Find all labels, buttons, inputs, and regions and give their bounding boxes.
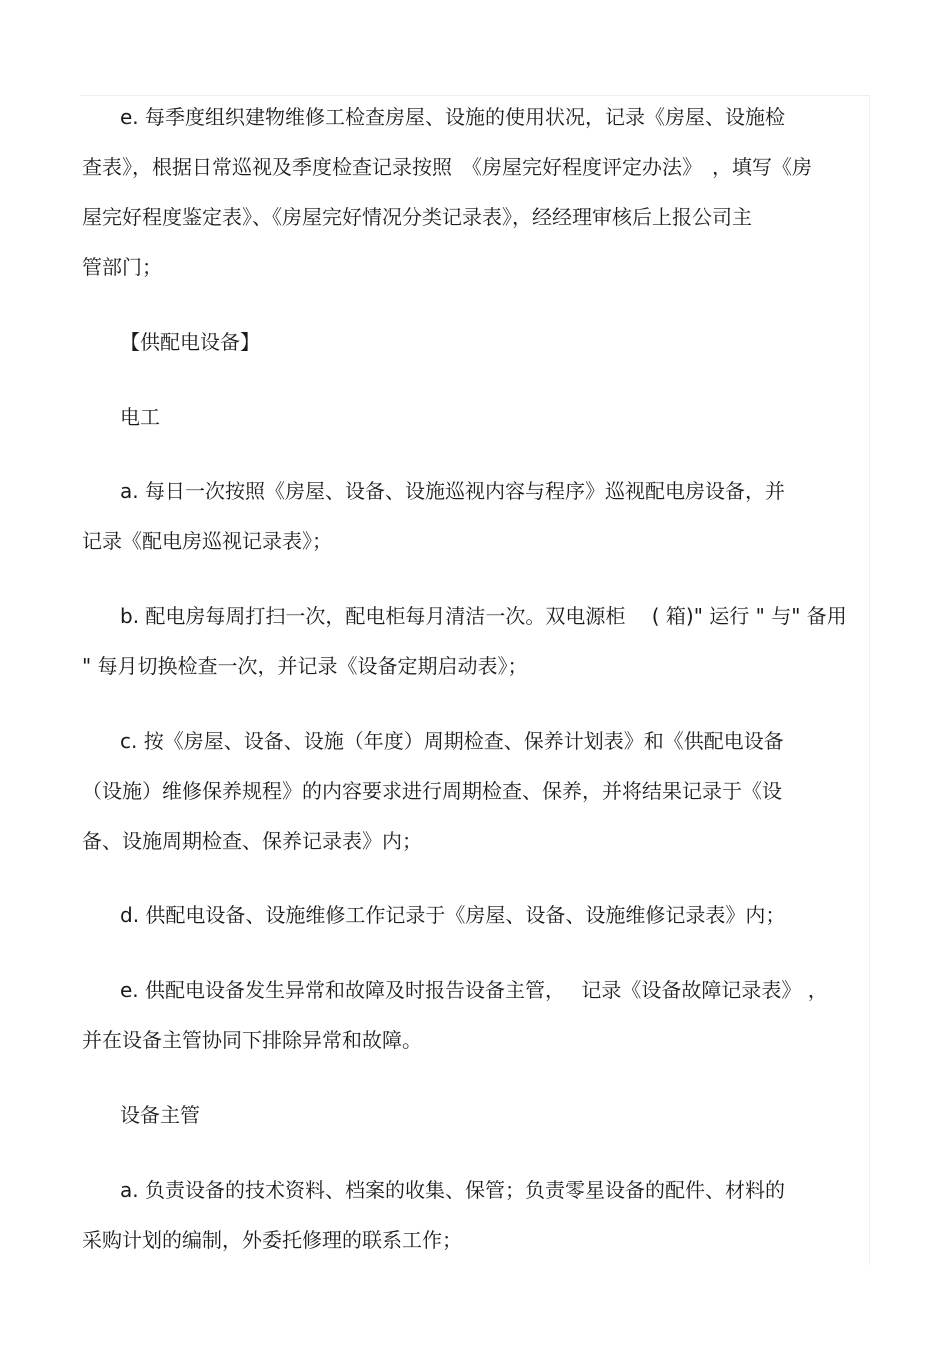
role-heading: 电工 [120,405,160,429]
paragraph-line: 备、设施周期检查、保养记录表》内； [82,829,422,853]
paragraph-line: 采购计划的编制，外委托修理的联系工作； [82,1228,462,1252]
paragraph-line: e. 每季度组织建物维修工检查房屋、设施的使用状况，记录《房屋、设施检 [120,105,786,129]
page-border-top [80,95,870,96]
paragraph-line: 管部门； [82,255,162,279]
paragraph-line: a. 每日一次按照《房屋、设备、设施巡视内容与程序》巡视配电房设备，并 [120,479,785,503]
paragraph-line: d. 供配电设备、设施维修工作记录于《房屋、设备、设施维修记录表》内； [120,903,786,927]
paragraph-line: （设施）维修保养规程》的内容要求进行周期检查、保养，并将结果记录于《设 [82,779,782,803]
paragraph-line: 屋完好程度鉴定表》、《房屋完好情况分类记录表》，经经理审核后上报公司主 [82,205,752,229]
paragraph-line: 并在设备主管协同下排除异常和故障。 [82,1028,422,1052]
paragraph-line: 查表》，根据日常巡视及季度检查记录按照 《房屋完好程度评定办法》 ，填写《房 [82,155,812,179]
paragraph-line: e. 供配电设备发生异常和故障及时报告设备主管， 记录《设备故障记录表》 ， [120,978,828,1002]
paragraph-line: c. 按《房屋、设备、设施（年度）周期检查、保养计划表》和《供配电设备 [120,729,784,753]
paragraph-line: 记录《配电房巡视记录表》； [82,529,332,553]
section-heading: 【供配电设备】 [120,330,260,354]
page-border-right [869,95,870,1265]
role-heading: 设备主管 [120,1103,200,1127]
paragraph-line: " 每月切换检查一次，并记录《设备定期启动表》； [82,654,528,678]
paragraph-line: a. 负责设备的技术资料、档案的收集、保管；负责零星设备的配件、材料的 [120,1178,785,1202]
paragraph-line: b. 配电房每周打扫一次，配电柜每月清洁一次。双电源柜 ( 箱)" 运行 " 与" 备用 [120,604,847,628]
